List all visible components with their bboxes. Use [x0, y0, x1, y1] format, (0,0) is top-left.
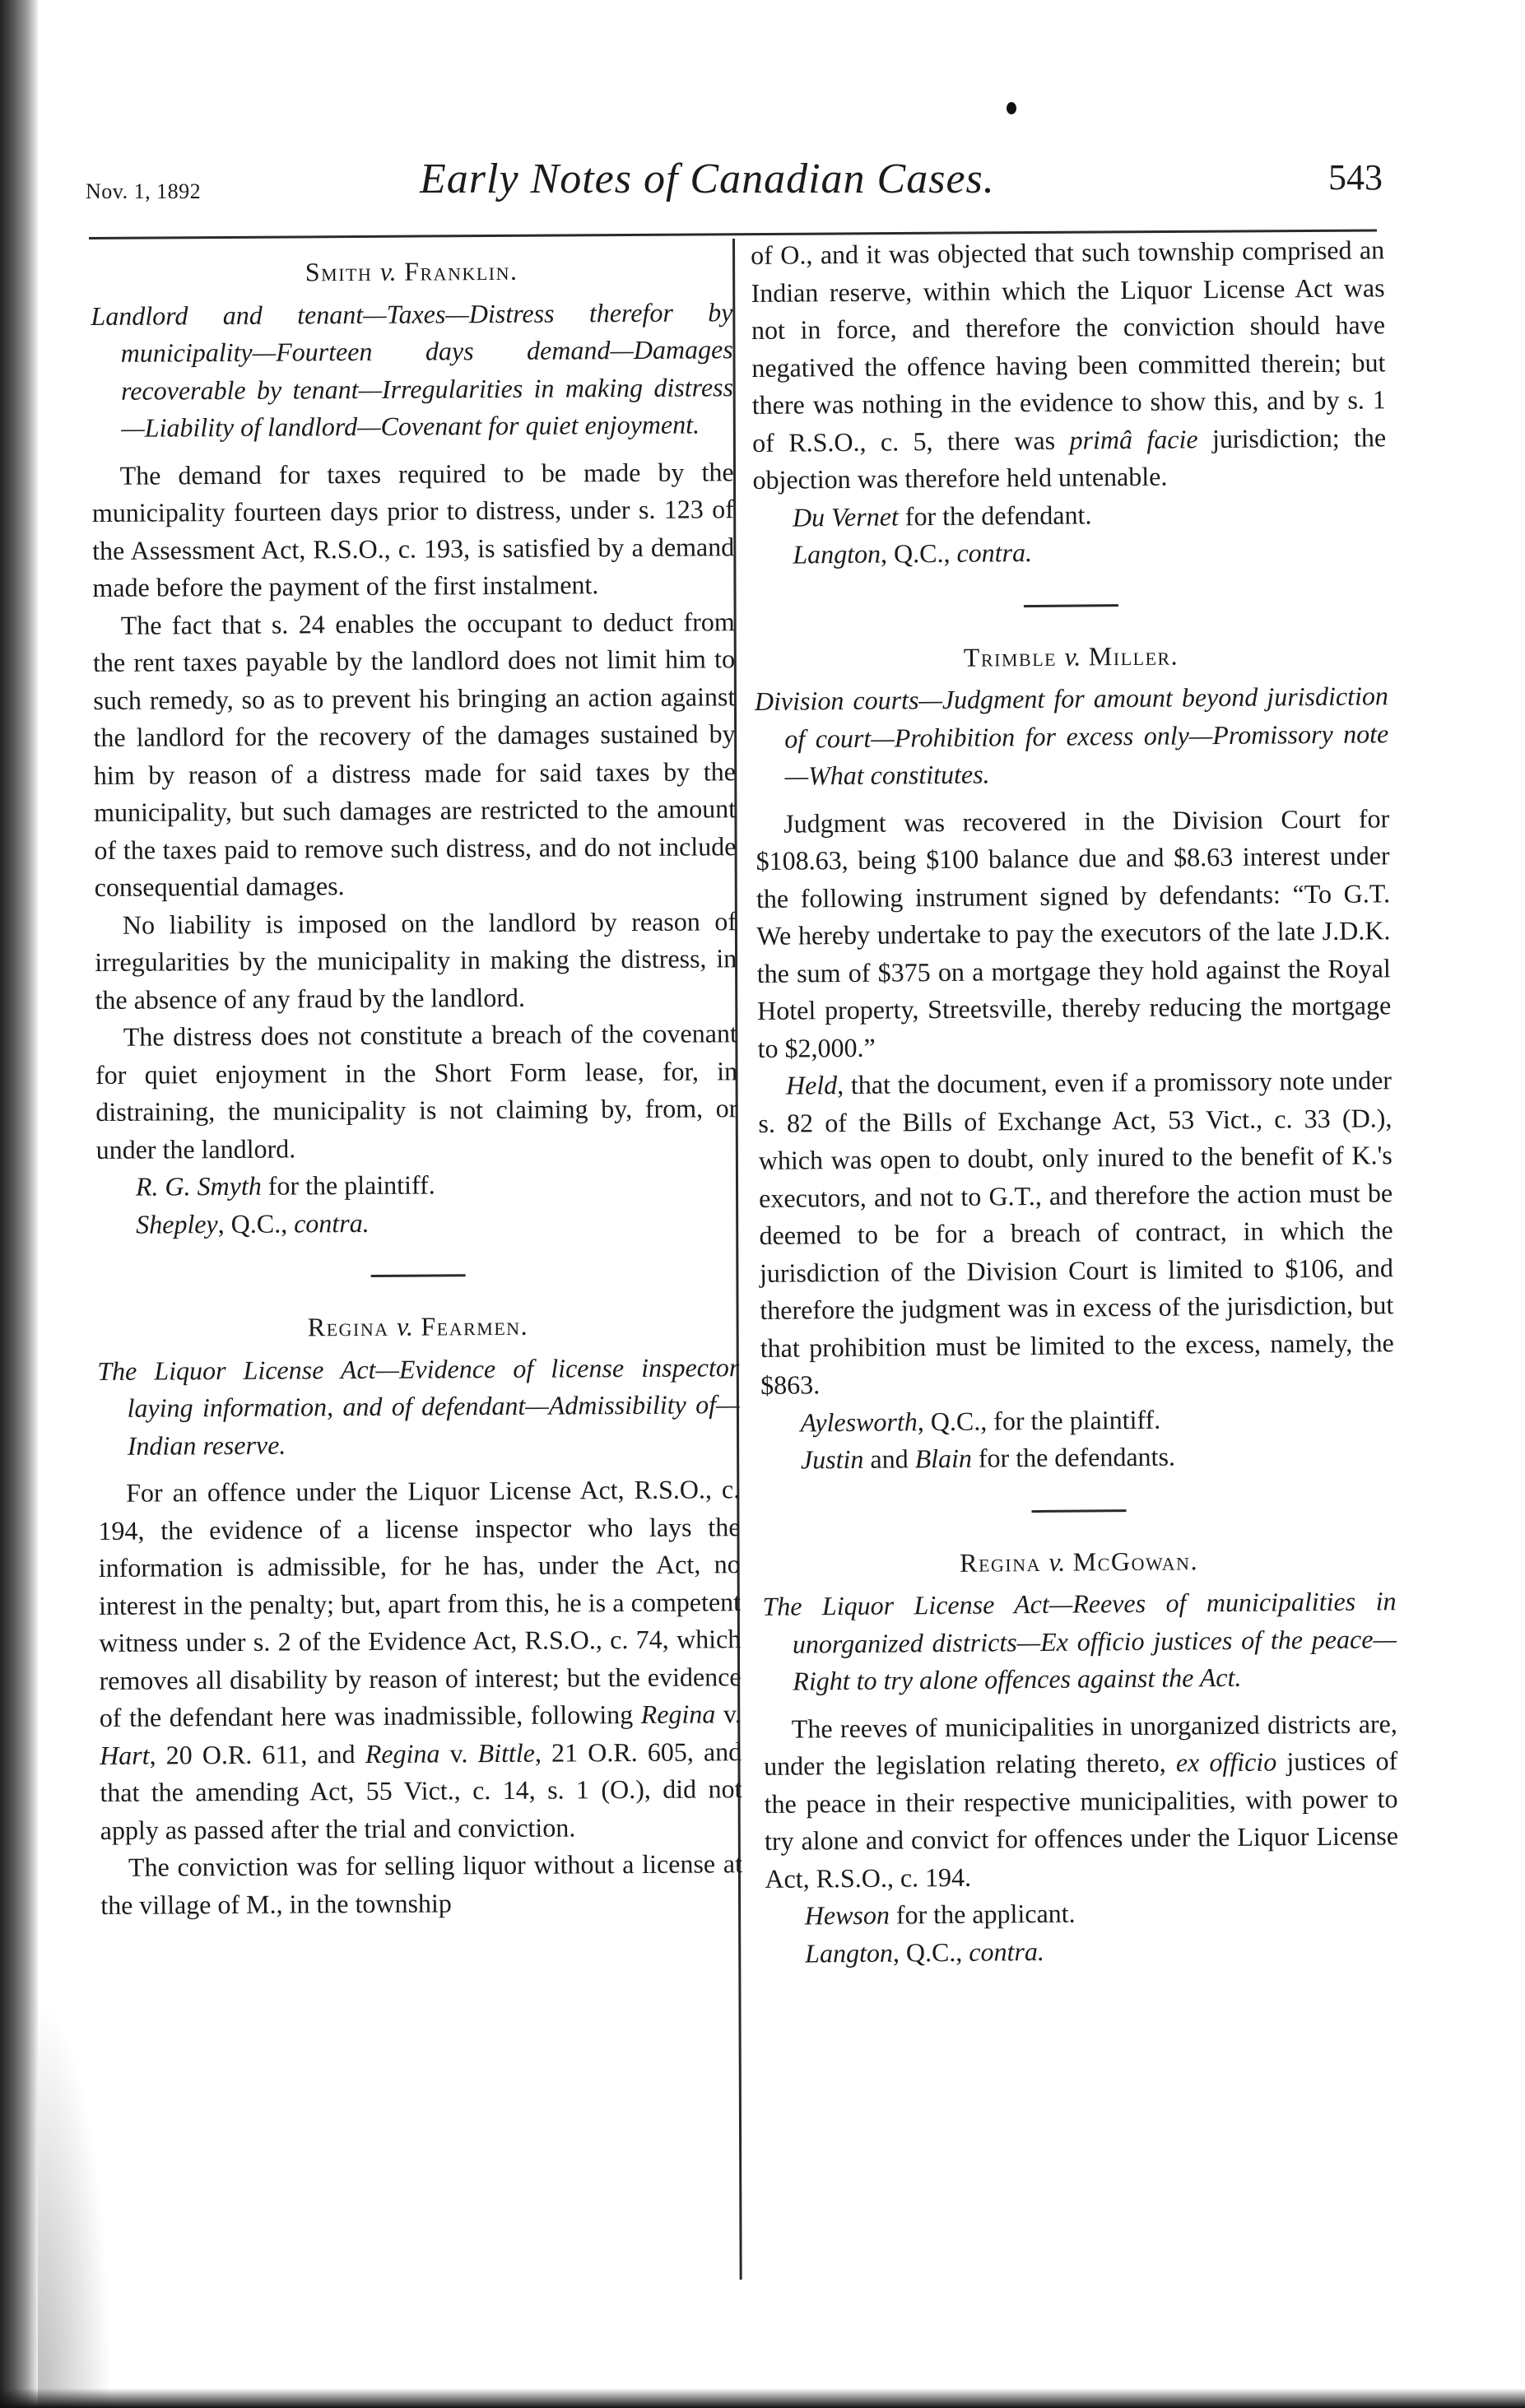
case-syllabus: The Liquor License Act—Evidence of license inspector laying information, and of defendant—Admissibility of—Indian reserve.	[97, 1351, 740, 1461]
right-column	[751, 231, 1399, 1973]
counsel-line: Langton, Q.C., contra.	[805, 1936, 1045, 1969]
paragraph: The distress does not constitute a breach of the covenant for quiet enjoyment in the Short Form lease, for, in distraining, the municipality is not claiming by, from, or under the landlord.	[95, 1018, 738, 1164]
counsel-line: Langton, Q.C., contra.	[793, 537, 1033, 569]
section-separator	[370, 1274, 465, 1277]
section-separator	[1031, 1509, 1126, 1513]
case-regina-v-mcgowan	[762, 1541, 1399, 1973]
paragraph: The conviction was for selling liquor without a license at the village of M., in the township	[100, 1848, 743, 1920]
issue-date: Nov. 1, 1892	[86, 179, 202, 203]
section-separator	[1023, 604, 1118, 607]
counsel-line: R. G. Smyth for the plaintiff.	[135, 1169, 435, 1202]
scan-bottom-edge	[0, 2388, 1525, 2408]
paragraph: For an offence under the Liquor License Act, R.S.O., c. 194, the evidence of a license inspector who lays the information is admissible, for he has, under the Act, no interest in the penalty; but, apart from this, he is a competent witness under s. 2 of the Evidence Act, R.S.O., c. 74, which removes all disability by reason of interest; but the evidence of the defendant here was inadmissible, following Regina v. Hart, 20 O.R. 611, and Regina v. Bittle, 21 O.R. 605, and that the amending Act, 55 Vict., c. 14, s. 1 (O.), did not apply as passed after the trial and conviction.	[98, 1474, 742, 1845]
case-syllabus: Division courts—Judgment for amount beyond jurisdiction of court—Prohibition for excess only—Promissory note—What constitutes.	[754, 681, 1389, 791]
case-syllabus: The Liquor License Act—Reeves of municipalities in unorganized districts—Ex officio justices of the peace—Right to try alone offences against the Act.	[762, 1586, 1397, 1696]
paragraph: The fact that s. 24 enables the occupant to deduct from the rent taxes payable by the landlord does not limit him to such remedy, so as to prevent his bringing an action against the landlord for the recovery of the damages sustained by him by reason of a distress made for said taxes by the municipality, but such damages are restricted to the amount of the taxes paid to remove such distress, and do not include consequential damages.	[92, 606, 737, 902]
case-trimble-v-miller	[754, 635, 1395, 1480]
left-column	[91, 251, 742, 1924]
case-title: Trimble v. Miller.	[963, 639, 1179, 672]
page-number: 543	[1328, 157, 1383, 198]
ink-speck	[1007, 102, 1016, 114]
journal-title: Early Notes of Canadian Cases.	[420, 156, 995, 202]
paragraph: Judgment was recovered in the Division Court for $108.63, being $100 balance due and $8.63 interest under the following instrument signed by defendants: “To G.T. We hereby undertake to pay the executors of the late J.D.K. the sum of $375 on a mortgage they hold against the Royal Hotel property, Streetsville, thereby reducing the mortgage to $2,000.”	[756, 802, 1392, 1063]
paragraph: The demand for taxes required to be made by the municipality fourteen days prior to distress, under s. 123 of the Assessment Act, R.S.O., c. 193, is satisfied by a demand made before the payment of the first instalment.	[91, 456, 735, 602]
paragraph: The reeves of municipalities in unorganized districts are, under the legislation relating thereto, ex officio justices of the peace in their respective municipalities, with power to try alone and convict for offences under the Liquor License Act, R.S.O., c. 194.	[764, 1708, 1399, 1894]
paragraph: of O., and it was objected that such township comprised an Indian reserve, within which the Liquor License Act was not in force, and therefore the conviction should have negatived the offence having been committed therein; but there was nothing in the evidence to show this, and by s. 1 of R.S.O., c. 5, there was primâ facie jurisdiction; the objection was therefore held untenable.	[751, 235, 1387, 495]
counsel-line: Aylesworth, Q.C., for the plaintiff.	[800, 1404, 1161, 1438]
case-title: Regina v. McGowan.	[959, 1545, 1199, 1578]
paragraph: Held, that the document, even if a promissory note under s. 82 of the Bills of Exchange Act, 53 Vict., c. 33 (D.), which was open to doubt, only inured to the benefit of K.'s executors, and not to G.T., and therefore the action must be deemed to be for a breach of contract, in which the jurisdiction of the Division Court is limited to $106, and therefore the judgment was in excess of the jurisdiction, but that prohibition must be limited to the excess, namely, the $863.	[758, 1065, 1394, 1400]
case-regina-v-fearmen	[97, 1306, 743, 1924]
counsel-line: Shepley, Q.C., contra.	[136, 1207, 370, 1239]
case-title: Regina v. Fearmen.	[307, 1310, 529, 1342]
counsel-line: Du Vernet for the defendant.	[792, 499, 1092, 532]
case-smith-v-franklin	[91, 251, 738, 1244]
counsel-line: Justin and Blain for the defendants.	[800, 1441, 1176, 1475]
case-title: Smith v. Franklin.	[305, 255, 518, 287]
paragraph: No liability is imposed on the landlord by reason of irregularities by the municipality in making the distress, in the absence of any fraud by the landlord.	[95, 905, 737, 1015]
running-header	[82, 155, 1383, 212]
counsel-line: Hewson for the applicant.	[804, 1898, 1076, 1931]
case-syllabus: Landlord and tenant—Taxes—Distress therefor by municipality—Fourteen days demand—Damages recoverable by tenant—Irregularities in making distress—Liability of landlord—Covenant for quiet enjoyment.	[91, 296, 734, 443]
book-binding-edge	[0, 0, 38, 2408]
page-shadow	[38, 1997, 112, 2408]
case-regina-v-fearmen-continued	[751, 231, 1388, 574]
